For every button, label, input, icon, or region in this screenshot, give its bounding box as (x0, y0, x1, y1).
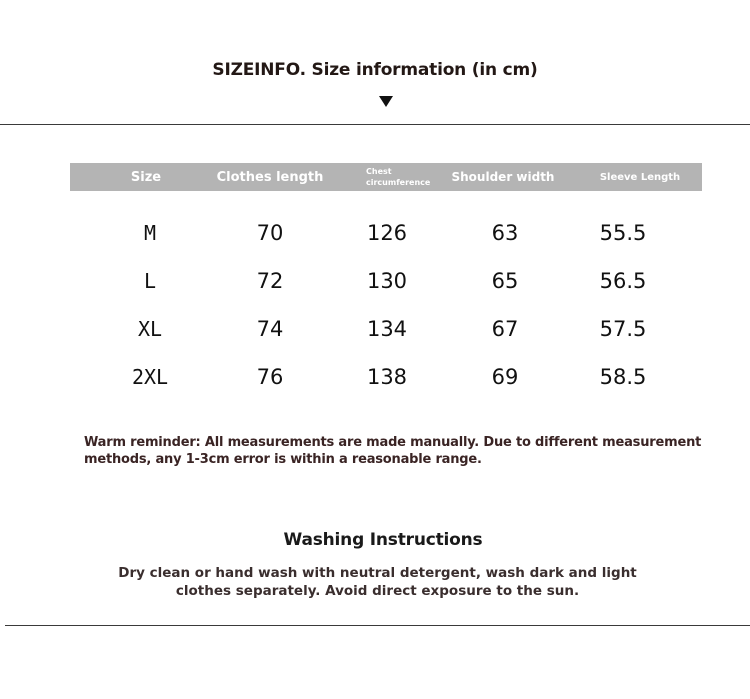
cell-shoulder: 67 (491, 317, 519, 341)
cell-sleeve: 57.5 (599, 317, 647, 341)
cell-chest: 130 (366, 269, 408, 293)
header-shoulder-width: Shoulder width (451, 170, 555, 184)
header-clothes-length: Clothes length (216, 169, 324, 185)
table-row (70, 314, 702, 344)
size-table-header (70, 163, 702, 191)
bottom-divider (5, 625, 750, 626)
cell-chest: 126 (366, 221, 408, 245)
cell-size: XL (137, 317, 163, 341)
cell-chest: 134 (366, 317, 408, 341)
cell-shoulder: 63 (491, 221, 519, 245)
triangle-down-icon (379, 96, 393, 107)
cell-clothes-length: 76 (256, 365, 284, 389)
table-row (70, 362, 702, 392)
top-divider (0, 124, 750, 125)
warm-reminder-text: Warm reminder: All measurements are made manually. Due to different measurement methods, any 1-3cm error is within a reasonable range. (84, 435, 702, 467)
washing-instructions-body: Dry clean or hand wash with neutral detergent, wash dark and light clothes separately. Avoid direct exposure to the sun. (118, 565, 637, 599)
cell-shoulder: 69 (491, 365, 519, 389)
cell-clothes-length: 74 (256, 317, 284, 341)
cell-sleeve: 55.5 (599, 221, 647, 245)
cell-shoulder: 65 (491, 269, 519, 293)
cell-clothes-length: 70 (256, 221, 284, 245)
cell-size: L (143, 269, 157, 293)
table-row (70, 266, 702, 296)
washing-instructions-title: Washing Instructions (283, 530, 483, 550)
cell-size: 2XL (131, 365, 169, 389)
table-row (70, 218, 702, 248)
page-title: SIZEINFO. Size information (in cm) (212, 60, 538, 80)
header-chest-circumference: Chest circumference (366, 167, 431, 187)
header-sleeve-length: Sleeve Length (599, 171, 681, 183)
cell-sleeve: 56.5 (599, 269, 647, 293)
cell-clothes-length: 72 (256, 269, 284, 293)
cell-chest: 138 (366, 365, 408, 389)
cell-sleeve: 58.5 (599, 365, 647, 389)
header-size: Size (130, 169, 162, 185)
cell-size: M (143, 221, 157, 245)
